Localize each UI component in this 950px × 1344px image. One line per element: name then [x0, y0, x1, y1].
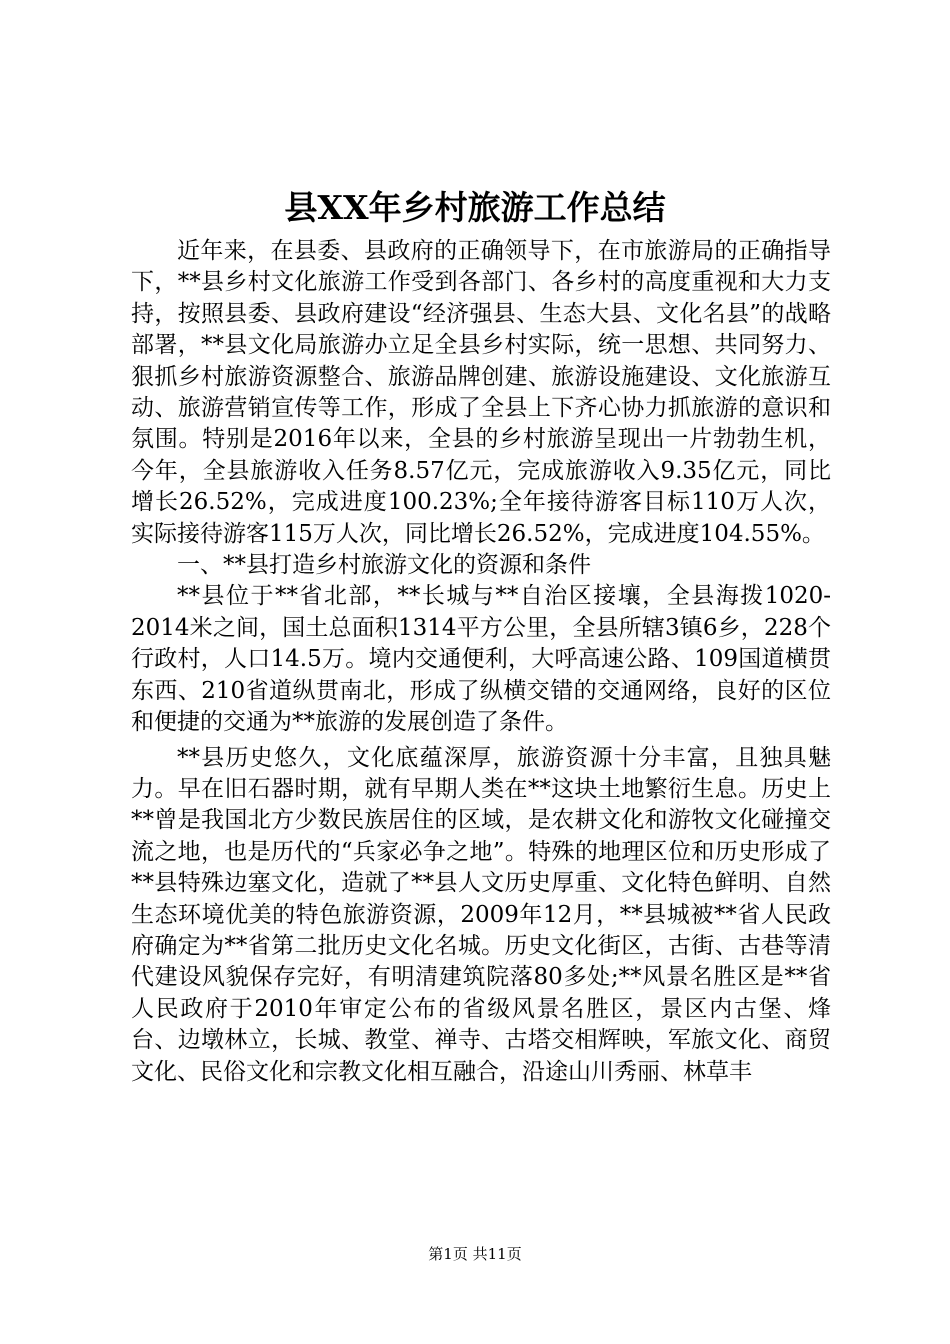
paragraph-history: **县历史悠久，文化底蕴深厚，旅游资源十分丰富，且独具魅力。早在旧石器时期，就有早期人类在**这块土地繁衍生息。历史上**曾是我国北方少数民族居住的区域，是农耕文化和游牧文化碰撞交流之地，也是历代的“兵家必争之地”。特殊的地理区位和历史形成了**县特殊边塞文化，造就了**县人文历史厚重、文化特色鲜明、自然生态环境优美的特色旅游资源，2009年12月，**县城被**省人民政府确定为**省第二批历史文化名城。历史文化街区，古街、古巷等清代建设风貌保存完好，有明清建筑院落80多处;**风景名胜区是**省人民政府于2010年审定公布的省级风景名胜区，景区内古堡、烽台、边墩林立，长城、教堂、禅寺、古塔交相辉映，军旅文化、商贸文化、民俗文化和宗教文化相互融合，沿途山川秀丽、林草丰 [131, 744, 831, 1085]
page-footer: 第1页 共11页 [428, 1245, 522, 1263]
paragraph-location: **县位于**省北部，**长城与**自治区接壤，全县海拨1020-2014米之间，国土总面积1314平方公里，全县所辖3镇6乡，228个行政村，人口14.5万。境内交通便利，大呼高速公路、109国道横贯东西、210省道纵贯南北，形成了纵横交错的交通网络，良好的区位和便捷的交通为**旅游的发展创造了条件。 [131, 583, 831, 736]
section-heading-1: 一、**县打造乡村旅游文化的资源和条件 [177, 552, 591, 579]
document-title: 县XX年乡村旅游工作总结 [284, 188, 666, 227]
document-body [131, 236, 831, 1088]
paragraph-intro: 近年来，在县委、县政府的正确领导下，在市旅游局的正确指导下，**县乡村文化旅游工作受到各部门、各乡村的高度重视和大力支持，按照县委、县政府建设“经济强县、生态大县、文化名县”的战略部署，**县文化局旅游办立足全县乡村实际，统一思想、共同努力、狠抓乡村旅游资源整合、旅游品牌创建、旅游设施建设、文化旅游互动、旅游营销宣传等工作，形成了全县上下齐心协力抓旅游的意识和氛围。特别是2016年以来，全县的乡村旅游呈现出一片勃勃生机，今年，全县旅游收入任务8.57亿元，完成旅游收入9.35亿元，同比增长26.52%，完成进度100.23%;全年接待游客目标110万人次，实际接待游客115万人次，同比增长26.52%，完成进度104.55%。 [131, 238, 831, 547]
